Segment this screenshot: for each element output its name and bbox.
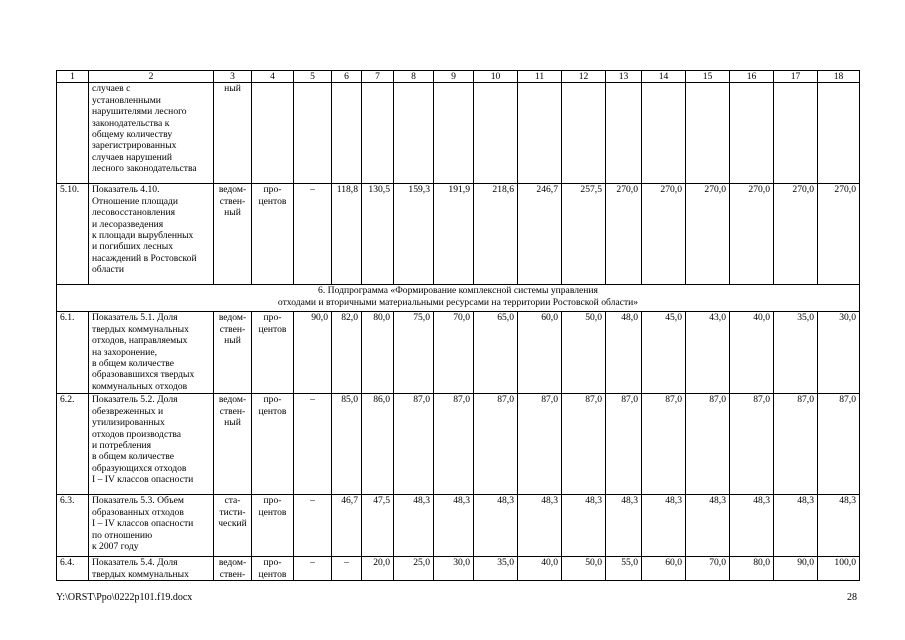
indicator-name: случаев с установленными нарушителями лесного законодательства к общему количеству зарегистрированных случаев нарушений лесного законодательства bbox=[89, 83, 214, 184]
row-number: 6.3. bbox=[57, 495, 89, 557]
value-cell: 87,0 bbox=[774, 394, 818, 495]
unit: про- центов bbox=[252, 394, 294, 495]
header-cell: 2 bbox=[89, 71, 214, 83]
indicator-type: ный bbox=[214, 83, 252, 184]
value-cell: 60,0 bbox=[642, 557, 686, 581]
value-cell: 48,3 bbox=[518, 495, 562, 557]
value-cell: 20,0 bbox=[362, 557, 394, 581]
unit: про- центов bbox=[252, 557, 294, 581]
value-cell bbox=[606, 83, 642, 184]
value-cell: 47,5 bbox=[362, 495, 394, 557]
value-cell: 70,0 bbox=[434, 312, 474, 394]
value-cell: 35,0 bbox=[474, 557, 518, 581]
value-cell: 45,0 bbox=[642, 312, 686, 394]
unit bbox=[252, 83, 294, 184]
indicator-type: ведом- ствен- ный bbox=[214, 394, 252, 495]
header-cell: 6 bbox=[332, 71, 362, 83]
value-cell: – bbox=[294, 184, 332, 285]
value-cell bbox=[774, 83, 818, 184]
indicator-name: Показатель 5.1. Доля твердых коммунальных отходов, направляемых на захоронение, в общем количестве образовавшихся твердых коммунальных отходов bbox=[89, 312, 214, 394]
header-cell: 11 bbox=[518, 71, 562, 83]
value-cell bbox=[294, 83, 332, 184]
value-cell: 87,0 bbox=[686, 394, 730, 495]
unit: про- центов bbox=[252, 184, 294, 285]
value-cell: 48,3 bbox=[606, 495, 642, 557]
value-cell: – bbox=[294, 394, 332, 495]
value-cell: 270,0 bbox=[686, 184, 730, 285]
header-cell: 16 bbox=[730, 71, 774, 83]
value-cell: 191,9 bbox=[434, 184, 474, 285]
footer-page-number: 28 bbox=[847, 592, 857, 603]
unit: про- центов bbox=[252, 312, 294, 394]
table-row bbox=[57, 394, 860, 495]
value-cell: 48,3 bbox=[394, 495, 434, 557]
value-cell: 270,0 bbox=[606, 184, 642, 285]
value-cell: 87,0 bbox=[606, 394, 642, 495]
unit: про- центов bbox=[252, 495, 294, 557]
section-row bbox=[57, 285, 860, 312]
value-cell: 65,0 bbox=[474, 312, 518, 394]
header-cell: 8 bbox=[394, 71, 434, 83]
value-cell: 85,0 bbox=[332, 394, 362, 495]
section-title: 6. Подпрограмма «Формирование комплексной системы управления отходами и вторичными материальными ресурсами на территории Ростовской области» bbox=[57, 285, 860, 312]
value-cell: 90,0 bbox=[774, 557, 818, 581]
value-cell: 87,0 bbox=[562, 394, 606, 495]
value-cell: 48,3 bbox=[818, 495, 860, 557]
value-cell: 87,0 bbox=[642, 394, 686, 495]
value-cell: – bbox=[332, 557, 362, 581]
value-cell: 100,0 bbox=[818, 557, 860, 581]
value-cell: 80,0 bbox=[730, 557, 774, 581]
indicator-name: Показатель 5.2. Доля обезвреженных и утилизированных отходов производства и потребления в общем количестве образующихся отходов I – IV классов опасности bbox=[89, 394, 214, 495]
value-cell: 246,7 bbox=[518, 184, 562, 285]
value-cell: – bbox=[294, 557, 332, 581]
value-cell: 48,3 bbox=[562, 495, 606, 557]
value-cell: 270,0 bbox=[642, 184, 686, 285]
header-cell: 18 bbox=[818, 71, 860, 83]
header-cell: 9 bbox=[434, 71, 474, 83]
value-cell: 90,0 bbox=[294, 312, 332, 394]
table-row bbox=[57, 83, 860, 184]
value-cell bbox=[818, 83, 860, 184]
value-cell: 43,0 bbox=[686, 312, 730, 394]
value-cell bbox=[730, 83, 774, 184]
value-cell: 159,3 bbox=[394, 184, 434, 285]
header-cell: 17 bbox=[774, 71, 818, 83]
value-cell: 35,0 bbox=[774, 312, 818, 394]
value-cell: 87,0 bbox=[518, 394, 562, 495]
indicator-type: ста- тисти- ческий bbox=[214, 495, 252, 557]
header-cell: 1 bbox=[57, 71, 89, 83]
header-cell: 12 bbox=[562, 71, 606, 83]
value-cell bbox=[474, 83, 518, 184]
value-cell bbox=[332, 83, 362, 184]
header-cell: 15 bbox=[686, 71, 730, 83]
value-cell bbox=[562, 83, 606, 184]
value-cell: 48,0 bbox=[606, 312, 642, 394]
indicator-name: Показатель 5.3. Объем образованных отходов I – IV классов опасности по отношению к 2007 году bbox=[89, 495, 214, 557]
header-cell: 5 bbox=[294, 71, 332, 83]
value-cell bbox=[434, 83, 474, 184]
value-cell: 130,5 bbox=[362, 184, 394, 285]
value-cell: 270,0 bbox=[774, 184, 818, 285]
header-cell: 3 bbox=[214, 71, 252, 83]
value-cell bbox=[686, 83, 730, 184]
footer-file-path: Y:\ORST\Ppo\0222p101.f19.docx bbox=[56, 592, 193, 603]
indicator-name: Показатель 5.4. Доля твердых коммунальных bbox=[89, 557, 214, 581]
value-cell bbox=[642, 83, 686, 184]
value-cell: 46,7 bbox=[332, 495, 362, 557]
header-cell: 10 bbox=[474, 71, 518, 83]
value-cell: 270,0 bbox=[730, 184, 774, 285]
value-cell: 48,3 bbox=[642, 495, 686, 557]
value-cell: 257,5 bbox=[562, 184, 606, 285]
value-cell: 55,0 bbox=[606, 557, 642, 581]
indicator-name: Показатель 4.10. Отношение площади лесовосстановления и лесоразведения к площади вырубленных и погибших лесных насаждений в Ростовской области bbox=[89, 184, 214, 285]
value-cell: 48,3 bbox=[474, 495, 518, 557]
table-row bbox=[57, 495, 860, 557]
header-cell: 7 bbox=[362, 71, 394, 83]
value-cell: 30,0 bbox=[434, 557, 474, 581]
value-cell: 218,6 bbox=[474, 184, 518, 285]
value-cell: 80,0 bbox=[362, 312, 394, 394]
value-cell: 75,0 bbox=[394, 312, 434, 394]
value-cell: 48,3 bbox=[730, 495, 774, 557]
value-cell: 50,0 bbox=[562, 557, 606, 581]
indicator-type: ведом- ствен- ный bbox=[214, 312, 252, 394]
header-cell: 4 bbox=[252, 71, 294, 83]
value-cell: 86,0 bbox=[362, 394, 394, 495]
indicator-type: ведом- ствен- bbox=[214, 557, 252, 581]
value-cell: 48,3 bbox=[774, 495, 818, 557]
row-number: 6.4. bbox=[57, 557, 89, 581]
value-cell: 40,0 bbox=[730, 312, 774, 394]
row-number: 5.10. bbox=[57, 184, 89, 285]
indicator-type: ведом- ствен- ный bbox=[214, 184, 252, 285]
header-cell: 14 bbox=[642, 71, 686, 83]
value-cell: 70,0 bbox=[686, 557, 730, 581]
value-cell bbox=[362, 83, 394, 184]
row-number: 6.1. bbox=[57, 312, 89, 394]
table-row bbox=[57, 184, 860, 285]
value-cell: 87,0 bbox=[394, 394, 434, 495]
value-cell: 30,0 bbox=[818, 312, 860, 394]
value-cell: 60,0 bbox=[518, 312, 562, 394]
table-row bbox=[57, 312, 860, 394]
row-number bbox=[57, 83, 89, 184]
value-cell: 40,0 bbox=[518, 557, 562, 581]
value-cell: 25,0 bbox=[394, 557, 434, 581]
value-cell: 118,8 bbox=[332, 184, 362, 285]
indicator-table bbox=[56, 70, 860, 581]
value-cell: – bbox=[294, 495, 332, 557]
value-cell: 87,0 bbox=[730, 394, 774, 495]
value-cell: 82,0 bbox=[332, 312, 362, 394]
table-row bbox=[57, 557, 860, 581]
value-cell: 87,0 bbox=[818, 394, 860, 495]
row-number: 6.2. bbox=[57, 394, 89, 495]
value-cell: 87,0 bbox=[474, 394, 518, 495]
header-cell: 13 bbox=[606, 71, 642, 83]
value-cell bbox=[394, 83, 434, 184]
value-cell bbox=[518, 83, 562, 184]
value-cell: 48,3 bbox=[434, 495, 474, 557]
value-cell: 270,0 bbox=[818, 184, 860, 285]
value-cell: 48,3 bbox=[686, 495, 730, 557]
value-cell: 87,0 bbox=[434, 394, 474, 495]
header-row bbox=[57, 71, 860, 83]
value-cell: 50,0 bbox=[562, 312, 606, 394]
